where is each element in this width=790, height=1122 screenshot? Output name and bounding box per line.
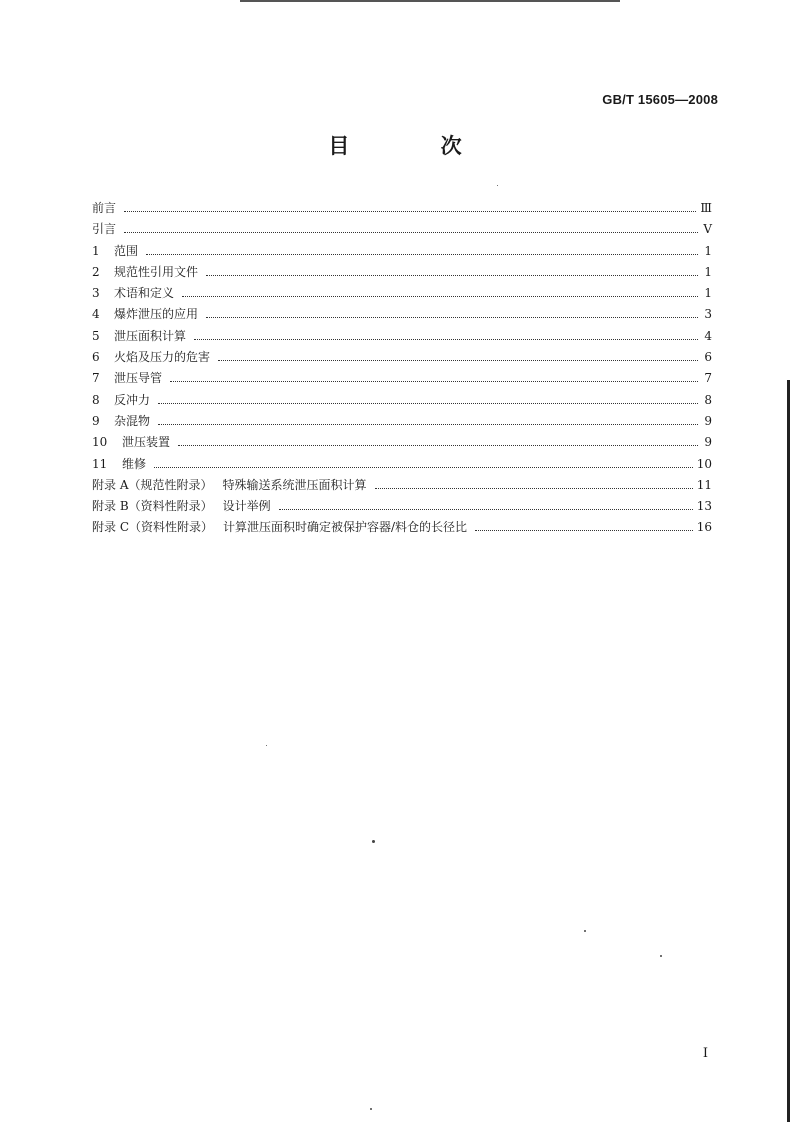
toc-entry-5[interactable]: [92, 326, 712, 347]
toc-leader-dots: [218, 360, 698, 361]
toc-appendix-tag: 附录 B（资料性附录）: [92, 499, 213, 514]
page-title: 目 次: [328, 134, 504, 158]
toc-entry-label: 规范性引用文件: [114, 264, 199, 279]
scan-speck: [660, 955, 662, 957]
toc-entry-number: 7: [92, 371, 100, 386]
toc-entry-page: 1: [704, 286, 712, 301]
page-number: I: [702, 1046, 708, 1061]
toc-entry-number: 6: [92, 350, 100, 365]
toc-entry-page: 10: [696, 456, 712, 471]
toc-entry-10[interactable]: [92, 432, 712, 453]
table-of-contents: [92, 198, 712, 539]
toc-entry-page: 3: [704, 307, 712, 322]
toc-entry-3[interactable]: [92, 283, 712, 304]
toc-entry-page: 1: [704, 243, 712, 258]
toc-entry-number: 10: [92, 435, 108, 450]
standard-code: GB/T 15605—2008: [602, 92, 718, 107]
toc-entry-label: 前言: [92, 201, 117, 215]
scan-speck: [584, 930, 586, 932]
toc-entry-page: 9: [704, 413, 712, 428]
toc-entry-label: 爆炸泄压的应用: [114, 307, 199, 322]
toc-entry-label: 引言: [92, 222, 117, 237]
toc-entry-page: 4: [704, 328, 712, 343]
toc-leader-dots: [146, 254, 698, 255]
toc-entry-number: 1: [92, 243, 100, 258]
toc-entry-appendix-a[interactable]: [92, 475, 712, 496]
toc-entry-label: 维修: [122, 456, 147, 471]
toc-entry-page: 16: [696, 520, 712, 535]
toc-leader-dots: [124, 211, 696, 212]
toc-entry-1[interactable]: [92, 241, 712, 262]
toc-leader-dots: [158, 424, 698, 425]
toc-leader-dots: [206, 275, 698, 276]
toc-entry-label: 泄压面积计算: [114, 328, 187, 343]
toc-entry-label: 杂混物: [114, 413, 151, 428]
toc-entry-appendix-b[interactable]: [92, 496, 712, 517]
toc-entry-label: 反冲力: [114, 392, 151, 407]
toc-entry-number: 2: [92, 264, 100, 279]
toc-entry-introduction[interactable]: [92, 219, 712, 240]
toc-entry-page: 7: [704, 371, 712, 386]
toc-entry-page: 8: [704, 392, 712, 407]
toc-entry-page: 6: [704, 350, 712, 365]
toc-entry-number: 3: [92, 286, 100, 301]
toc-leader-dots: [182, 296, 698, 297]
toc-entry-page: 1: [704, 264, 712, 279]
toc-entry-8[interactable]: [92, 390, 712, 411]
toc-entry-number: 5: [92, 328, 100, 343]
toc-leader-dots: [375, 488, 693, 489]
scan-edge-top: [240, 0, 620, 2]
toc-entry-label: 设计举例: [222, 499, 271, 514]
toc-entry-foreword[interactable]: [92, 198, 712, 219]
toc-entry-number: 11: [92, 456, 108, 471]
toc-entry-9[interactable]: [92, 411, 712, 432]
toc-entry-label: 特殊输送系统泄压面积计算: [222, 477, 367, 492]
toc-appendix-tag: 附录 C（资料性附录）: [92, 520, 213, 535]
toc-entry-number: 8: [92, 392, 100, 407]
scan-speck: [370, 1108, 372, 1110]
toc-leader-dots: [279, 509, 693, 510]
toc-leader-dots: [170, 381, 698, 382]
scan-speck: [372, 840, 375, 843]
toc-leader-dots: [194, 339, 698, 340]
toc-entry-label: 泄压装置: [122, 435, 171, 450]
toc-entry-label: 火焰及压力的危害: [114, 350, 211, 365]
toc-entry-page: 13: [696, 499, 712, 514]
toc-entry-2[interactable]: [92, 262, 712, 283]
toc-appendix-tag: 附录 A（规范性附录）: [92, 477, 213, 492]
toc-leader-dots: [206, 317, 698, 318]
toc-entry-page: 11: [696, 477, 712, 492]
toc-entry-page: 9: [704, 435, 712, 450]
toc-entry-7[interactable]: [92, 368, 712, 389]
toc-entry-11[interactable]: [92, 454, 712, 475]
toc-leader-dots: [158, 403, 698, 404]
toc-entry-6[interactable]: [92, 347, 712, 368]
toc-entry-number: 9: [92, 413, 100, 428]
toc-entry-label: 范围: [114, 243, 139, 258]
toc-entry-label: 术语和定义: [114, 286, 175, 301]
toc-entry-label: 计算泄压面积时确定被保护容器/料仓的长径比: [223, 520, 468, 535]
scan-speck: [497, 185, 498, 186]
toc-leader-dots: [124, 232, 698, 233]
toc-entry-page: Ⅴ: [703, 222, 712, 237]
toc-leader-dots: [178, 445, 698, 446]
toc-entry-number: 4: [92, 307, 100, 322]
scan-speck: [266, 745, 267, 746]
toc-entry-page: Ⅲ: [700, 201, 712, 215]
toc-entry-4[interactable]: [92, 304, 712, 325]
toc-leader-dots: [475, 530, 693, 531]
toc-entry-label: 泄压导管: [114, 371, 163, 386]
toc-leader-dots: [154, 467, 693, 468]
toc-entry-appendix-c[interactable]: [92, 517, 712, 538]
